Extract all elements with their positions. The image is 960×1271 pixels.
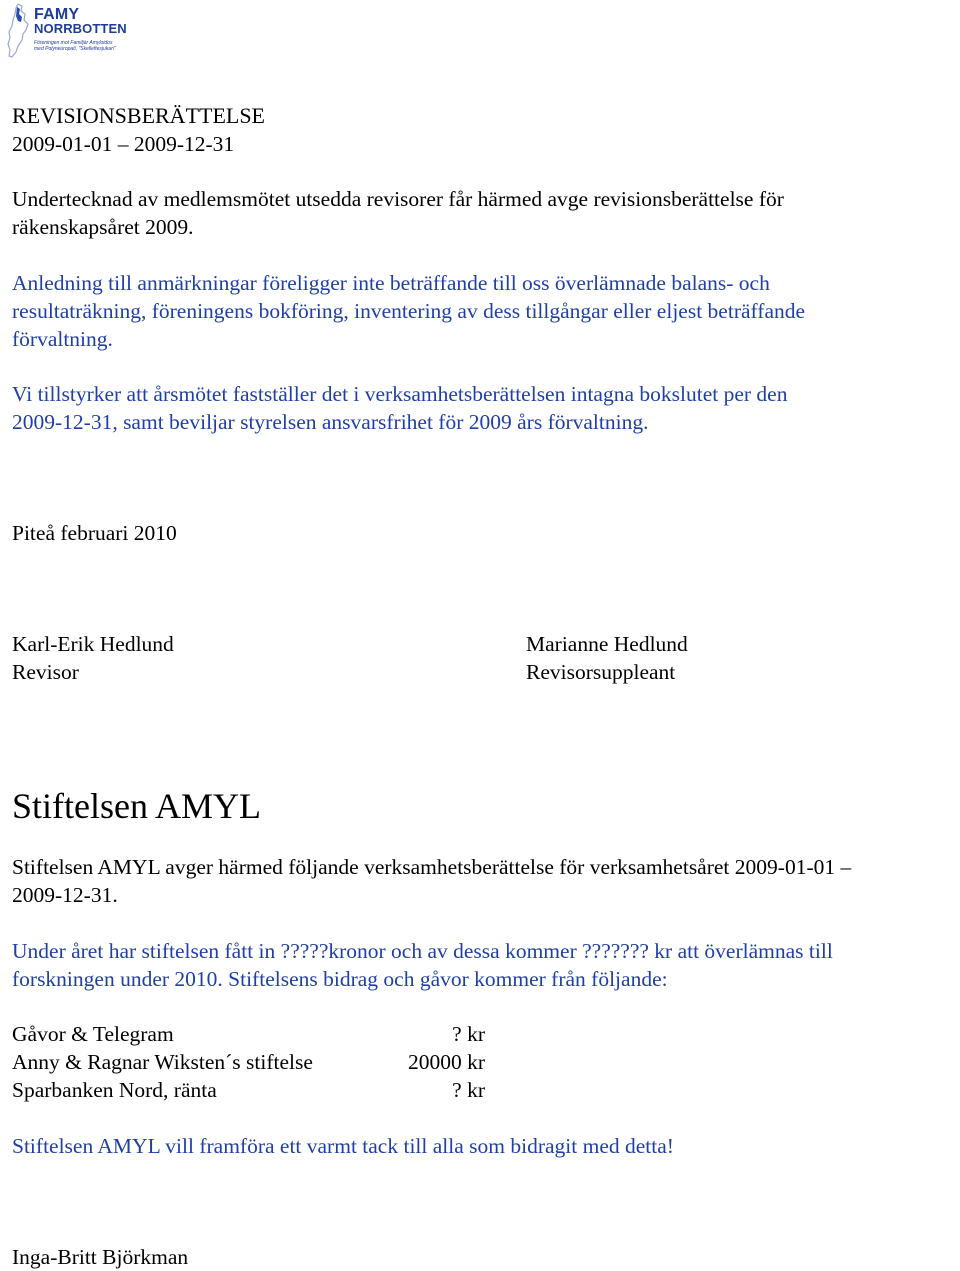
signer-2-name: Marianne Hedlund <box>526 632 688 656</box>
report-paragraph-1-line-2: räkenskapsåret 2009. <box>12 215 194 239</box>
foundation-intro-line-1: Stiftelsen AMYL avger härmed följande verksamhetsberättelse för verksamhetsåret 2009-01-01 – <box>12 855 852 879</box>
foundation-signature: Inga-Britt Björkman <box>12 1245 189 1269</box>
signer-2-role: Revisorsuppleant <box>526 660 676 684</box>
report-paragraph-2-line-2: resultaträkning, föreningens bokföring, inventering av dess tillgångar eller eljest beträffande <box>12 299 806 323</box>
report-period: 2009-01-01 – 2009-12-31 <box>12 132 235 156</box>
famy-norrbotten-logo <box>4 2 127 60</box>
logo-title-line1: FAMY <box>34 6 80 23</box>
report-paragraph-1-line-1: Undertecknad av medlemsmötet utsedda revisorer får härmed avge revisionsberättelse för <box>12 187 784 211</box>
report-paragraph-2-line-1: Anledning till anmärkningar föreligger inte beträffande till oss överlämnade balans- och <box>12 271 770 295</box>
logo-title-line2: NORRBOTTEN <box>34 21 127 36</box>
signer-1-name: Karl-Erik Hedlund <box>12 632 174 656</box>
signer-1-role: Revisor <box>12 660 79 684</box>
source-amount: ? kr <box>452 1078 485 1102</box>
source-name: Gåvor & Telegram <box>12 1022 174 1046</box>
report-paragraph-3-line-2: 2009-12-31, samt beviljar styrelsen ansvarsfrihet för 2009 års förvaltning. <box>12 410 649 434</box>
place-date: Piteå februari 2010 <box>12 521 177 545</box>
report-paragraph-2-line-3: förvaltning. <box>12 327 113 351</box>
report-title: REVISIONSBERÄTTELSE <box>12 103 265 128</box>
foundation-title: Stiftelsen AMYL <box>12 786 261 826</box>
source-name: Sparbanken Nord, ränta <box>12 1078 217 1102</box>
foundation-received-line-1: Under året har stiftelsen fått in ?????kronor och av dessa kommer ??????? kr att överlämnas till <box>12 939 833 963</box>
report-paragraph-3-line-1: Vi tillstyrker att årsmötet fastställer det i verksamhetsberättelsen intagna bokslutet per den <box>12 382 788 406</box>
source-amount: ? kr <box>452 1022 485 1046</box>
foundation-intro-line-2: 2009-12-31. <box>12 883 118 907</box>
sweden-map-icon <box>4 2 34 60</box>
source-amount: 20000 kr <box>407 1050 485 1074</box>
logo-tagline-2: med Polyneuropati, "Skelleftesjukan" <box>34 46 116 52</box>
foundation-received-line-2: forskningen under 2010. Stiftelsens bidrag och gåvor kommer från följande: <box>12 967 668 991</box>
logo-tagline-1: Föreningen mot Familjär Amyloidos <box>34 40 113 46</box>
foundation-thanks: Stiftelsen AMYL vill framföra ett varmt tack till alla som bidragit med detta! <box>12 1134 674 1158</box>
source-name: Anny & Ragnar Wiksten´s stiftelse <box>12 1050 313 1074</box>
